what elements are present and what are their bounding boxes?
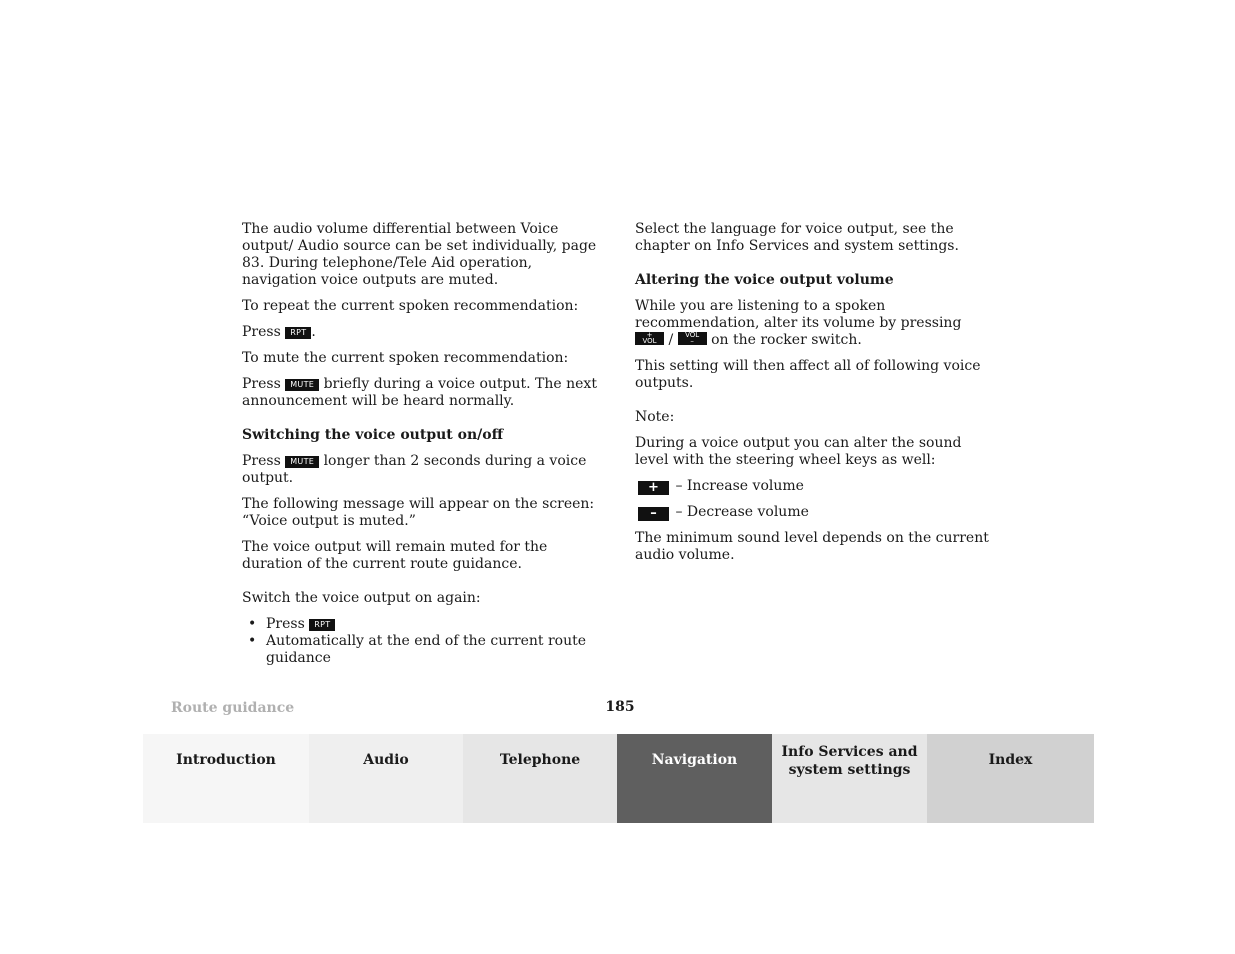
text-press: Press [242, 453, 286, 469]
tab-info-line1: Info Services and [781, 744, 918, 760]
left-column [242, 221, 597, 667]
tab-navigation[interactable]: Navigation [617, 734, 772, 823]
paragraph-minimum-sound: The minimum sound level depends on the current audio volume. [635, 530, 989, 563]
paragraph-repeat-intro: To repeat the current spoken recommendation: [242, 298, 579, 314]
paragraph-press-rpt [242, 324, 597, 341]
vol-down-key-icon [678, 332, 707, 345]
tab-introduction[interactable]: Introduction [143, 734, 309, 823]
vol-down-minus: – [690, 337, 694, 345]
plus-key-icon: + [638, 481, 669, 495]
text-press: Press [242, 376, 286, 392]
right-column [635, 221, 990, 564]
paragraph-remain-muted: The voice output will remain muted for the duration of the current route guidance. [242, 539, 548, 572]
tab-info-line2: system settings [788, 762, 911, 778]
vol-down-label: VOL [685, 331, 700, 339]
list-item [242, 616, 597, 633]
paragraph-message-muted: The following message will appear on the screen: “Voice output is muted.” [242, 496, 595, 529]
section-title: Route guidance [171, 700, 295, 716]
paragraph-press-mute-brief [242, 376, 597, 410]
text-period: . [311, 324, 316, 340]
text-decrease-volume: – Decrease volume [671, 504, 809, 520]
paragraph-switch-on-again: Switch the voice output on again: [242, 590, 481, 606]
chapter-tabs [143, 734, 1094, 823]
text-mute-long: longer than 2 seconds during a voice output. [242, 453, 587, 486]
vol-up-key-icon [635, 332, 664, 345]
rpt-key-icon: RPT [285, 327, 311, 339]
tab-telephone[interactable]: Telephone [463, 734, 617, 823]
paragraph-setting-affect: This setting will then affect all of following voice outputs. [635, 358, 981, 391]
vol-up-label: VOL [642, 337, 657, 345]
text-rocker-switch: on the rocker switch. [706, 332, 862, 348]
bullet-list [242, 616, 597, 667]
mute-key-icon: MUTE [285, 379, 319, 391]
text-increase-volume: – Increase volume [671, 478, 804, 494]
paragraph-mute-intro: To mute the current spoken recommendation: [242, 350, 569, 366]
heading-altering-volume: Altering the voice output volume [635, 272, 894, 288]
tab-index[interactable]: Index [927, 734, 1094, 823]
text-mute-brief: briefly during a voice output. The next announcement will be heard normally. [242, 376, 597, 409]
tab-info-services[interactable] [772, 734, 927, 823]
text-press: Press [242, 324, 286, 340]
vol-up-plus: + [646, 331, 653, 339]
paragraph-press-mute-long [242, 453, 597, 487]
minus-key-icon: – [638, 507, 669, 521]
paragraph-select-language: Select the language for voice output, see the chapter on Info Services and system settings. [635, 221, 959, 254]
decrease-volume-line [635, 504, 990, 521]
heading-switching-voice-output: Switching the voice output on/off [242, 427, 504, 443]
text-press: Press [266, 616, 310, 632]
paragraph-steering-wheel: During a voice output you can alter the sound level with the steering wheel keys as well: [635, 435, 962, 468]
mute-key-icon: MUTE [285, 456, 319, 468]
increase-volume-line [635, 478, 990, 495]
rpt-key-icon: RPT [309, 619, 335, 631]
text-slash: / [664, 332, 678, 348]
text-alter-volume: While you are listening to a spoken recommendation, alter its volume by pressing [635, 298, 962, 331]
list-item: • Automatically at the end of the current route guidance [242, 633, 597, 667]
note-label: Note: [635, 409, 675, 425]
paragraph-volume-differential: The audio volume differential between Voice output/ Audio source can be set individually, page 83. During telephone/Tele Aid operation, navigation voice outputs are muted. [242, 221, 597, 288]
paragraph-alter-volume [635, 298, 990, 349]
page-number: 185 [605, 699, 635, 715]
tab-audio[interactable]: Audio [309, 734, 463, 823]
